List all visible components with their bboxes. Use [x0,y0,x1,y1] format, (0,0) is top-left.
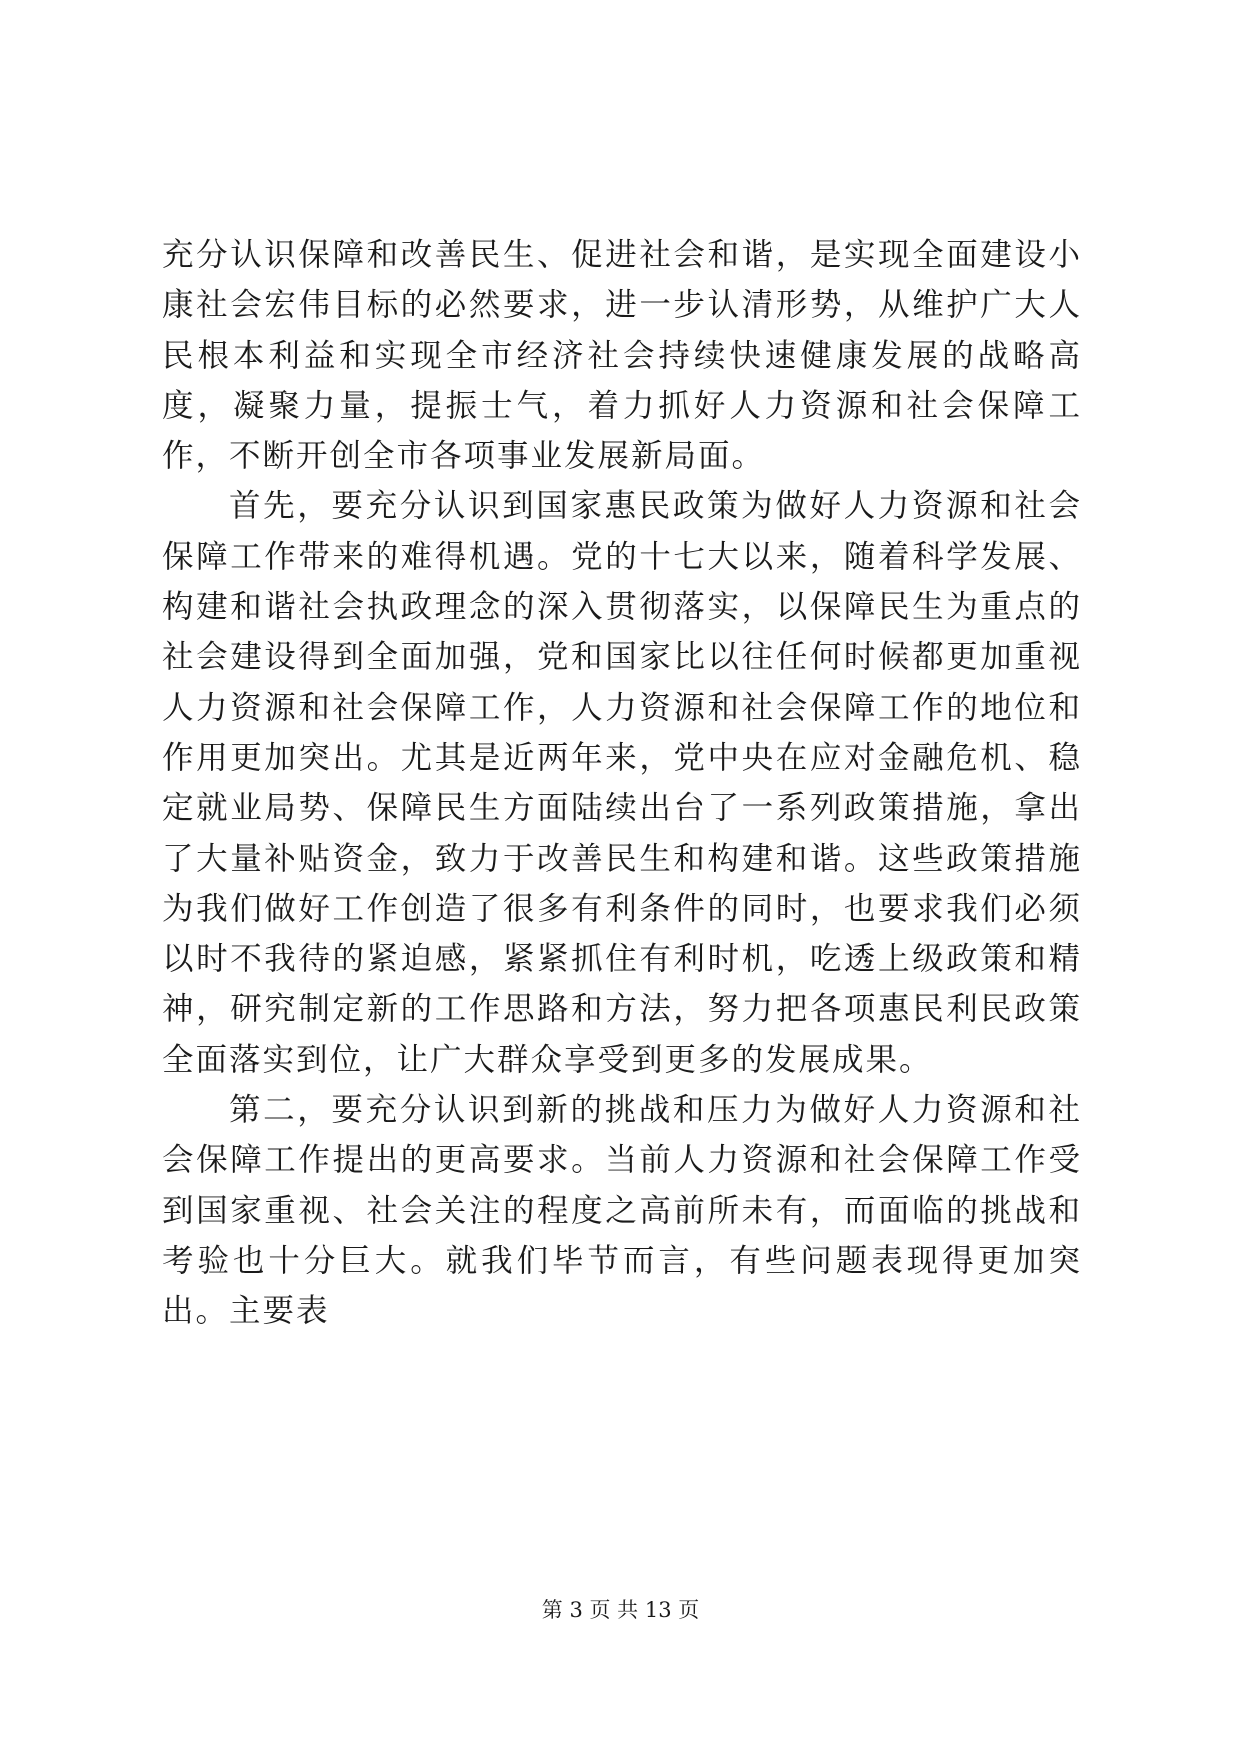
paragraph-continuation: 充分认识保障和改善民生、促进社会和谐，是实现全面建设小康社会宏伟目标的必然要求，进一步认清形势，从维护广大人民根本利益和实现全市经济社会持续快速健康发展的战略高度，凝聚力量，提振士气，着力抓好人力资源和社会保障工作，不断开创全市各项事业发展新局面。 [162,237,1082,475]
body-text [162,230,1082,1337]
paragraph-first-point: 首先，要充分认识到国家惠民政策为做好人力资源和社会保障工作带来的难得机遇。党的十七大以来，随着科学发展、构建和谐社会执政理念的深入贯彻落实，以保障民生为重点的社会建设得到全面加强，党和国家比以往任何时候都更加重视人力资源和社会保障工作，人力资源和社会保障工作的地位和作用更加突出。尤其是近两年来，党中央在应对金融危机、稳定就业局势、保障民生方面陆续出台了一系列政策措施，拿出了大量补贴资金，致力于改善民生和构建和谐。这些政策措施为我们做好工作创造了很多有利条件的同时，也要求我们必须以时不我待的紧迫感，紧紧抓住有利时机，吃透上级政策和精神，研究制定新的工作思路和方法，努力把各项惠民利民政策全面落实到位，让广大群众享受到更多的发展成果。 [162,488,1082,1078]
paragraph-second-point: 第二，要充分认识到新的挑战和压力为做好人力资源和社会保障工作提出的更高要求。当前人力资源和社会保障工作受到国家重视、社会关注的程度之高前所未有，而面临的挑战和考验也十分巨大。就我们毕节而言，有些问题表现得更加突出。主要表 [162,1092,1082,1330]
page-number-footer: 第 3 页 共 13 页 [541,1598,700,1622]
